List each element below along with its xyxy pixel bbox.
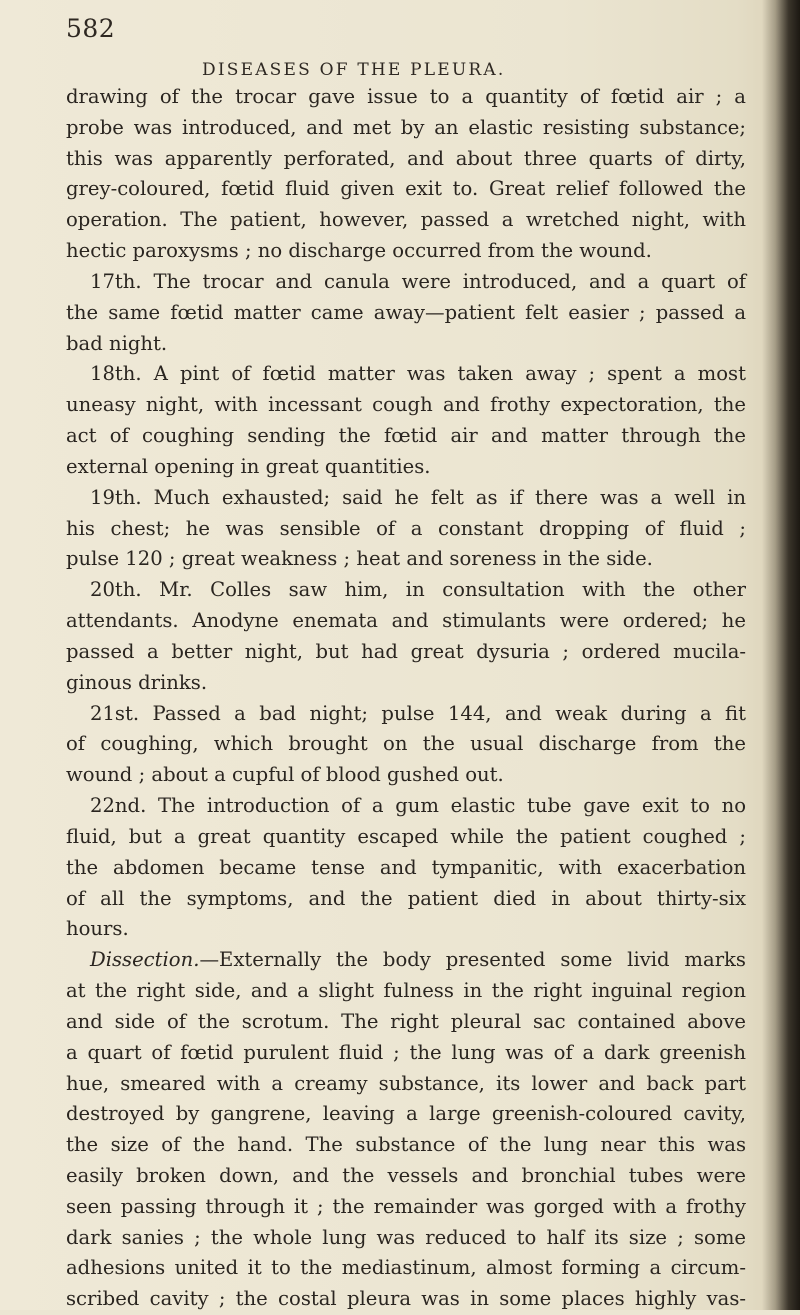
text-line: —Externally the body presented some livid marks <box>199 948 746 972</box>
text-line: grey-coloured, fœtid fluid given exit to. Great relief followed the <box>66 177 746 201</box>
binding-edge-shadow <box>762 0 800 1310</box>
body-text <box>66 82 746 1315</box>
text-line: of coughing, which brought on the usual discharge from the <box>66 732 746 756</box>
text-line: external opening in great quantities. <box>66 454 431 478</box>
text-line: 18th. A pint of fœtid matter was taken away ; spent a most <box>90 362 746 386</box>
dissection-label: Dissection. <box>90 948 200 972</box>
dissection-line <box>66 945 746 976</box>
text-line: drawing of the trocar gave issue to a quantity of fœtid air ; a <box>66 85 746 108</box>
text-line: destroyed by gangrene, leaving a large greenish-coloured cavity, <box>66 1102 746 1126</box>
page-number: 582 <box>66 14 116 43</box>
text-line: his chest; he was sensible of a constant dropping of fluid ; <box>66 516 746 540</box>
text-line: act of coughing sending the fœtid air and matter through the <box>66 424 746 448</box>
text-line: easily broken down, and the vessels and bronchial tubes were <box>66 1163 746 1187</box>
text-line: dark sanies ; the whole lung was reduced to half its size ; some <box>66 1225 746 1249</box>
text-line: and side of the scrotum. The right pleural sac contained above <box>66 1009 746 1033</box>
text-line: pulse 120 ; great weakness ; heat and soreness in the side. <box>66 547 653 571</box>
text-line: uneasy night, with incessant cough and frothy expectoration, the <box>66 393 746 417</box>
text-line: seen passing through it ; the remainder was gorged with a frothy <box>66 1194 746 1218</box>
text-line: the same fœtid matter came away—patient felt easier ; passed a <box>66 300 746 324</box>
text-line: this was apparently perforated, and about three quarts of dirty, <box>66 146 746 170</box>
text-line: attendants. Anodyne enemata and stimulants were ordered; he <box>66 609 746 633</box>
text-line: fluid, but a great quantity escaped while the patient coughed ; <box>66 824 746 848</box>
text-line: hue, smeared with a creamy substance, its lower and back part <box>66 1071 746 1095</box>
text-line: bad night. <box>66 331 168 355</box>
text-line: at the right side, and a slight fulness in the right inguinal region <box>66 979 746 1003</box>
text-line: wound ; about a cupful of blood gushed out. <box>66 763 504 787</box>
text-line: 20th. Mr. Colles saw him, in consultation with the other <box>90 578 746 602</box>
text-line: the size of the hand. The substance of the lung near this was <box>66 1133 746 1157</box>
text-line: operation. The patient, however, passed a wretched night, with <box>66 208 746 232</box>
text-line: probe was introduced, and met by an elastic resisting substance; <box>66 115 746 139</box>
text-line: 22nd. The introduction of a gum elastic tube gave exit to no <box>90 794 746 818</box>
text-line: scribed cavity ; the costal pleura was in some places highly vas- <box>66 1287 746 1311</box>
text-line: of all the symptoms, and the patient died in about thirty-six <box>66 886 746 910</box>
text-line: hectic paroxysms ; no discharge occurred from the wound. <box>66 239 652 263</box>
running-head: DISEASES OF THE PLEURA. <box>202 60 506 80</box>
text-line: ginous drinks. <box>66 670 208 694</box>
text-line: adhesions united it to the mediastinum, almost forming a circum- <box>66 1256 746 1280</box>
text-line: 21st. Passed a bad night; pulse 144, and weak during a fit <box>90 701 746 725</box>
text-line: a quart of fœtid purulent fluid ; the lung was of a dark greenish <box>66 1040 746 1064</box>
text-line: 19th. Much exhausted; said he felt as if there was a well in <box>90 485 746 509</box>
text-line: hours. <box>66 917 129 941</box>
text-line: the abdomen became tense and tympanitic, with exacerbation <box>66 855 746 879</box>
text-line: passed a better night, but had great dysuria ; ordered mucila- <box>66 639 746 663</box>
text-line: 17th. The trocar and canula were introduced, and a quart of <box>90 269 746 293</box>
